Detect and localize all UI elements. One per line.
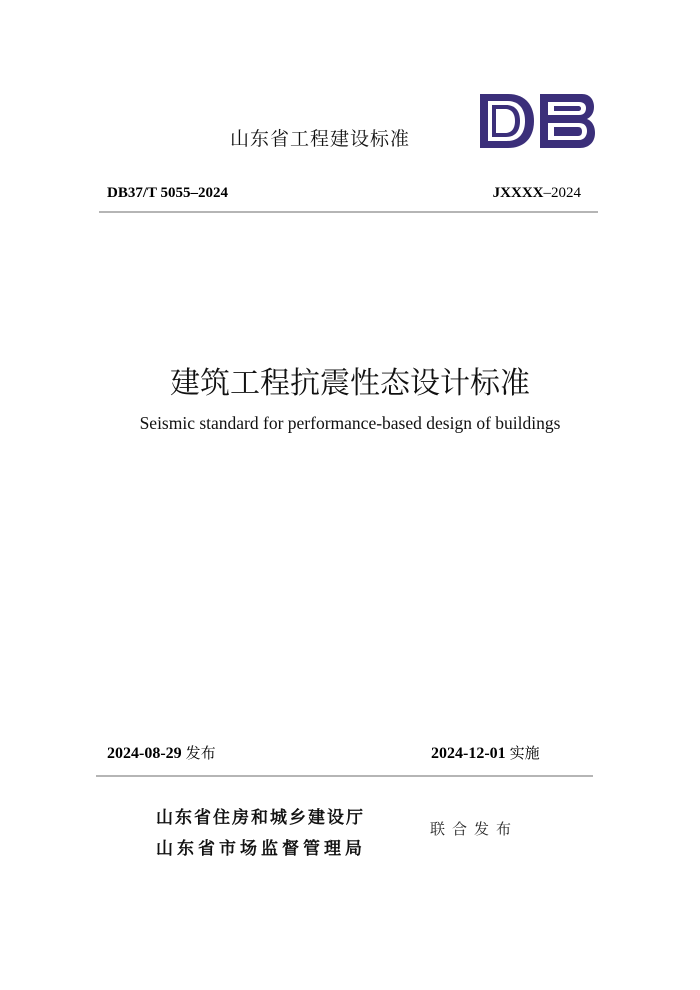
document-title: 建筑工程抗震性态设计标准 (170, 366, 530, 401)
issue-date (107, 742, 216, 763)
issuer-housing-department: 山东省住房和城乡建设厅 (156, 808, 365, 828)
record-code (493, 185, 581, 202)
series-title-text: 山东省工程建设标准 (229, 128, 410, 150)
footer-divider (96, 775, 593, 777)
record-code-prefix: JXXXX (492, 185, 544, 201)
db-logo-icon (478, 90, 596, 152)
issue-date-value: 2024-08-29 (107, 745, 182, 762)
standard-code: DB37/T 5055–2024 (107, 185, 228, 201)
header-divider (99, 211, 598, 213)
record-code-suffix: –2024 (543, 185, 581, 201)
effective-date-label: 实施 (509, 744, 540, 762)
issue-date-label: 发布 (185, 744, 216, 762)
joint-issue-label: 联合发布 (430, 820, 519, 838)
effective-date (431, 742, 540, 763)
effective-date-value: 2024-12-01 (431, 745, 506, 762)
document-subtitle-english: Seismic standard for performance-based design of buildings (139, 413, 561, 433)
issuer-market-regulation: 山东省市场监督管理局 (156, 839, 366, 859)
